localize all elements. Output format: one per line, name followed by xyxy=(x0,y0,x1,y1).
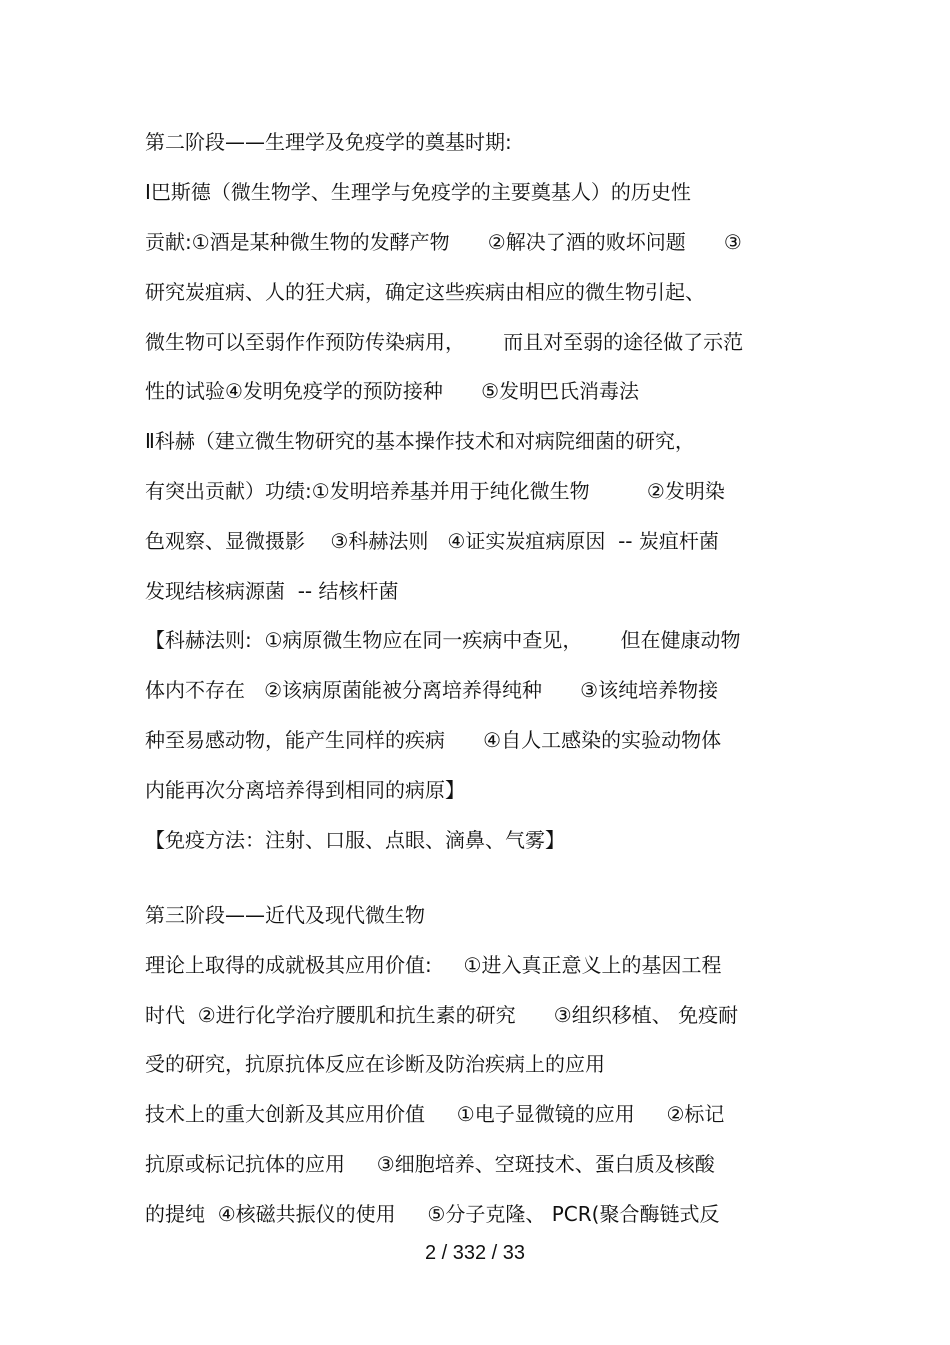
text-line: 第二阶段——生理学及免疫学的奠基时期: xyxy=(145,130,512,154)
text-line: 发现结核病源菌 -- 结核杆菌 xyxy=(145,579,399,603)
text-line: 技术上的重大创新及其应用价值 ①电子显微镜的应用 ②标记 xyxy=(145,1102,725,1126)
text-line: 有突出贡献）功绩:①发明培养基并用于纯化微生物 ②发明染 xyxy=(145,479,725,503)
text-line: 的提纯 ④核磁共振仪的使用 ⑤分子克隆、 PCR(聚合酶链式反 xyxy=(145,1202,720,1226)
text-line: 种至易感动物，能产生同样的疾病 ④自人工感染的实验动物体 xyxy=(145,728,722,752)
page-number: 2 / 332 / 33 xyxy=(424,1242,526,1264)
text-line: Ⅱ科赫（建立微生物研究的基本操作技术和对病院细菌的研究， xyxy=(145,429,695,453)
text-line: 研究炭疽病、人的狂犬病，确定这些疾病由相应的微生物引起、 xyxy=(145,280,705,304)
text-line: 【科赫法则: ①病原微生物应在同一疾病中查见， 但在健康动物 xyxy=(145,628,741,652)
text-line: 理论上取得的成就极其应用价值: ①进入真正意义上的基因工程 xyxy=(145,953,722,977)
text-line: 微生物可以至弱作作预防传染病用， 而且对至弱的途径做了示范 xyxy=(145,330,744,354)
text-line: 贡献:①酒是某种微生物的发酵产物 ②解决了酒的败坏问题 ③ xyxy=(145,230,742,254)
text-line: 抗原或标记抗体的应用 ③细胞培养、空斑技术、蛋白质及核酸 xyxy=(145,1152,715,1176)
text-line: 体内不存在 ②该病原菌能被分离培养得纯种 ③该纯培养物接 xyxy=(145,678,719,702)
text-line: Ⅰ巴斯德（微生物学、生理学与免疫学的主要奠基人）的历史性 xyxy=(145,180,691,204)
text-line: 【免疫方法：注射、口服、点眼、滴鼻、气雾】 xyxy=(145,828,565,852)
text-line: 受的研究，抗原抗体反应在诊断及防治疾病上的应用 xyxy=(145,1052,605,1076)
text-line: 色观察、显微摄影 ③科赫法则 ④证实炭疽病原因 -- 炭疽杆菌 xyxy=(145,529,719,553)
text-line: 性的试验④发明免疫学的预防接种 ⑤发明巴氏消毒法 xyxy=(145,379,640,403)
text-line: 内能再次分离培养得到相同的病原】 xyxy=(145,778,465,802)
text-line: 时代 ②进行化学治疗腰肌和抗生素的研究 ③组织移植、 免疫耐 xyxy=(145,1003,739,1027)
text-line: 第三阶段——近代及现代微生物 xyxy=(145,903,425,927)
